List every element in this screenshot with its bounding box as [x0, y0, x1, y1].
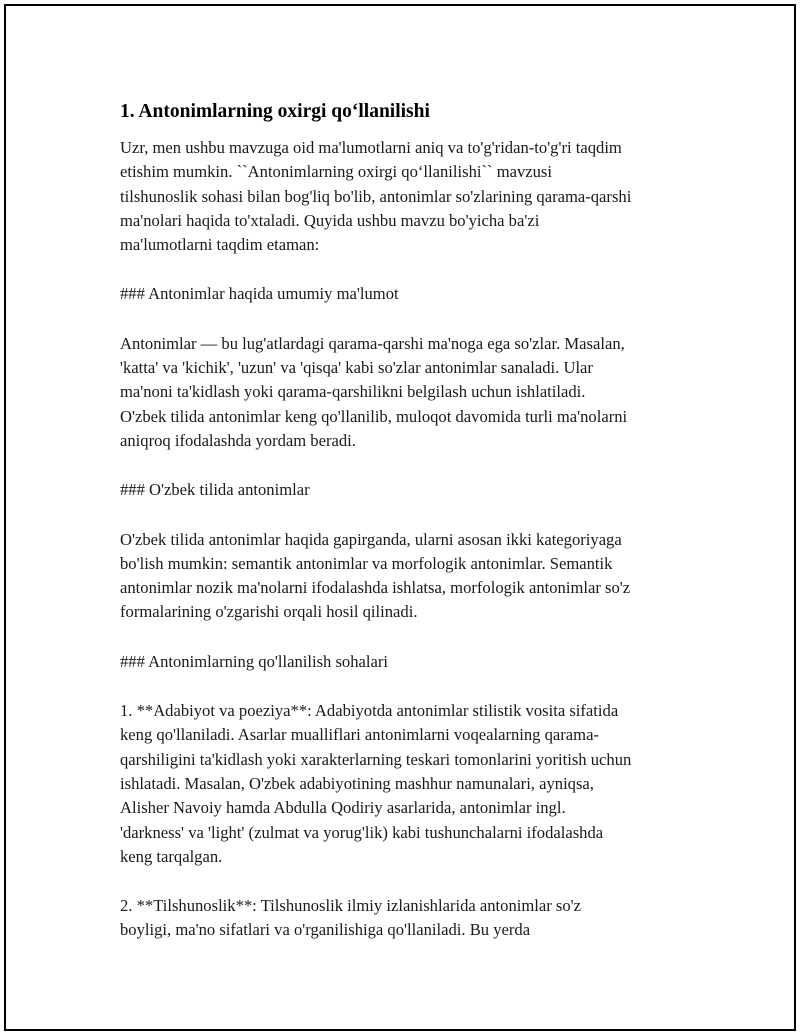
- text-line: Antonimlar — bu lug'atlardagi qarama-qarshi ma'noga ega so'zlar. Masalan,: [120, 333, 625, 353]
- text-line: qarshiligini ta'kidlash yoki xarakterlarning teskari tomonlarini yoritish uchun: [120, 749, 632, 769]
- paragraph: [120, 332, 698, 453]
- text-line: Alisher Navoiy hamda Abdulla Qodiriy asarlarida, antonimlar ingl.: [120, 798, 566, 818]
- text-line: O'zbek tilida antonimlar keng qo'llanilib, muloqot davomida turli ma'nolarni: [120, 406, 628, 426]
- document-title: 1. Antonimlarning oxirgi qo‘llanilishi: [120, 101, 430, 122]
- section-heading: [120, 478, 698, 502]
- section-heading: [120, 282, 698, 306]
- section-heading: [120, 650, 698, 674]
- text-line: aniqroq ifodalashda yordam beradi.: [120, 430, 356, 450]
- text-line: ### O'zbek tilida antonimlar: [120, 480, 310, 500]
- text-line: 'katta' va 'kichik', 'uzun' va 'qisqa' kabi so'zlar antonimlar sanaladi. Ular: [120, 358, 593, 378]
- paragraph-list: [120, 136, 698, 943]
- text-line: 2. **Tilshunoslik**: Tilshunoslik ilmiy izlanishlarida antonimlar so'z: [120, 896, 582, 916]
- text-line: antonimlar nozik ma'nolarni ifodalashda ishlatsa, morfologik antonimlar so'z: [120, 578, 631, 598]
- text-line: ma'lumotlarni taqdim etaman:: [120, 235, 320, 255]
- paragraph: [120, 894, 698, 943]
- text-line: ### Antonimlar haqida umumiy ma'lumot: [120, 284, 399, 304]
- paragraph: [120, 528, 698, 625]
- text-line: O'zbek tilida antonimlar haqida gapirganda, ularni asosan ikki kategoriyaga: [120, 529, 622, 549]
- paragraph: [120, 699, 698, 869]
- text-line: etishim mumkin. ``Antonimlarning oxirgi qo‘llanilishi`` mavzusi: [120, 162, 553, 182]
- text-line: 1. **Adabiyot va poeziya**: Adabiyotda antonimlar stilistik vosita sifatida: [120, 701, 619, 721]
- text-line: Uzr, men ushbu mavzuga oid ma'lumotlarni aniq va to'g'ridan-to'g'ri taqdim: [120, 138, 622, 157]
- text-line: formalarining o'zgarishi orqali hosil qilinadi.: [120, 602, 418, 622]
- page-frame: [4, 4, 796, 1031]
- text-line: boyligi, ma'no sifatlari va o'rganilishiga qo'llaniladi. Bu yerda: [120, 920, 531, 940]
- text-line: bo'lish mumkin: semantik antonimlar va morfologik antonimlar. Semantik: [120, 553, 613, 573]
- document-body: [120, 98, 698, 968]
- text-line: keng tarqalgan.: [120, 846, 223, 866]
- text-line: ma'noni ta'kidlash yoki qarama-qarshilikni belgilash uchun ishlatiladi.: [120, 382, 586, 402]
- text-line: ma'nolari haqida to'xtaladi. Quyida ushbu mavzu bo'yicha ba'zi: [120, 210, 540, 230]
- text-line: tilshunoslik sohasi bilan bog'liq bo'lib, antonimlar so'zlarining qarama-qarshi: [120, 186, 632, 206]
- text-line: keng qo'llaniladi. Asarlar mualliflari antonimlarni voqealarning qarama-: [120, 725, 599, 745]
- text-line: ishlatadi. Masalan, O'zbek adabiyotining mashhur namunalari, ayniqsa,: [120, 773, 594, 793]
- text-line: 'darkness' va 'light' (zulmat va yorug'lik) kabi tushunchalarni ifodalashda: [120, 822, 604, 842]
- paragraph: [120, 136, 698, 257]
- text-line: ### Antonimlarning qo'llanilish sohalari: [120, 651, 389, 671]
